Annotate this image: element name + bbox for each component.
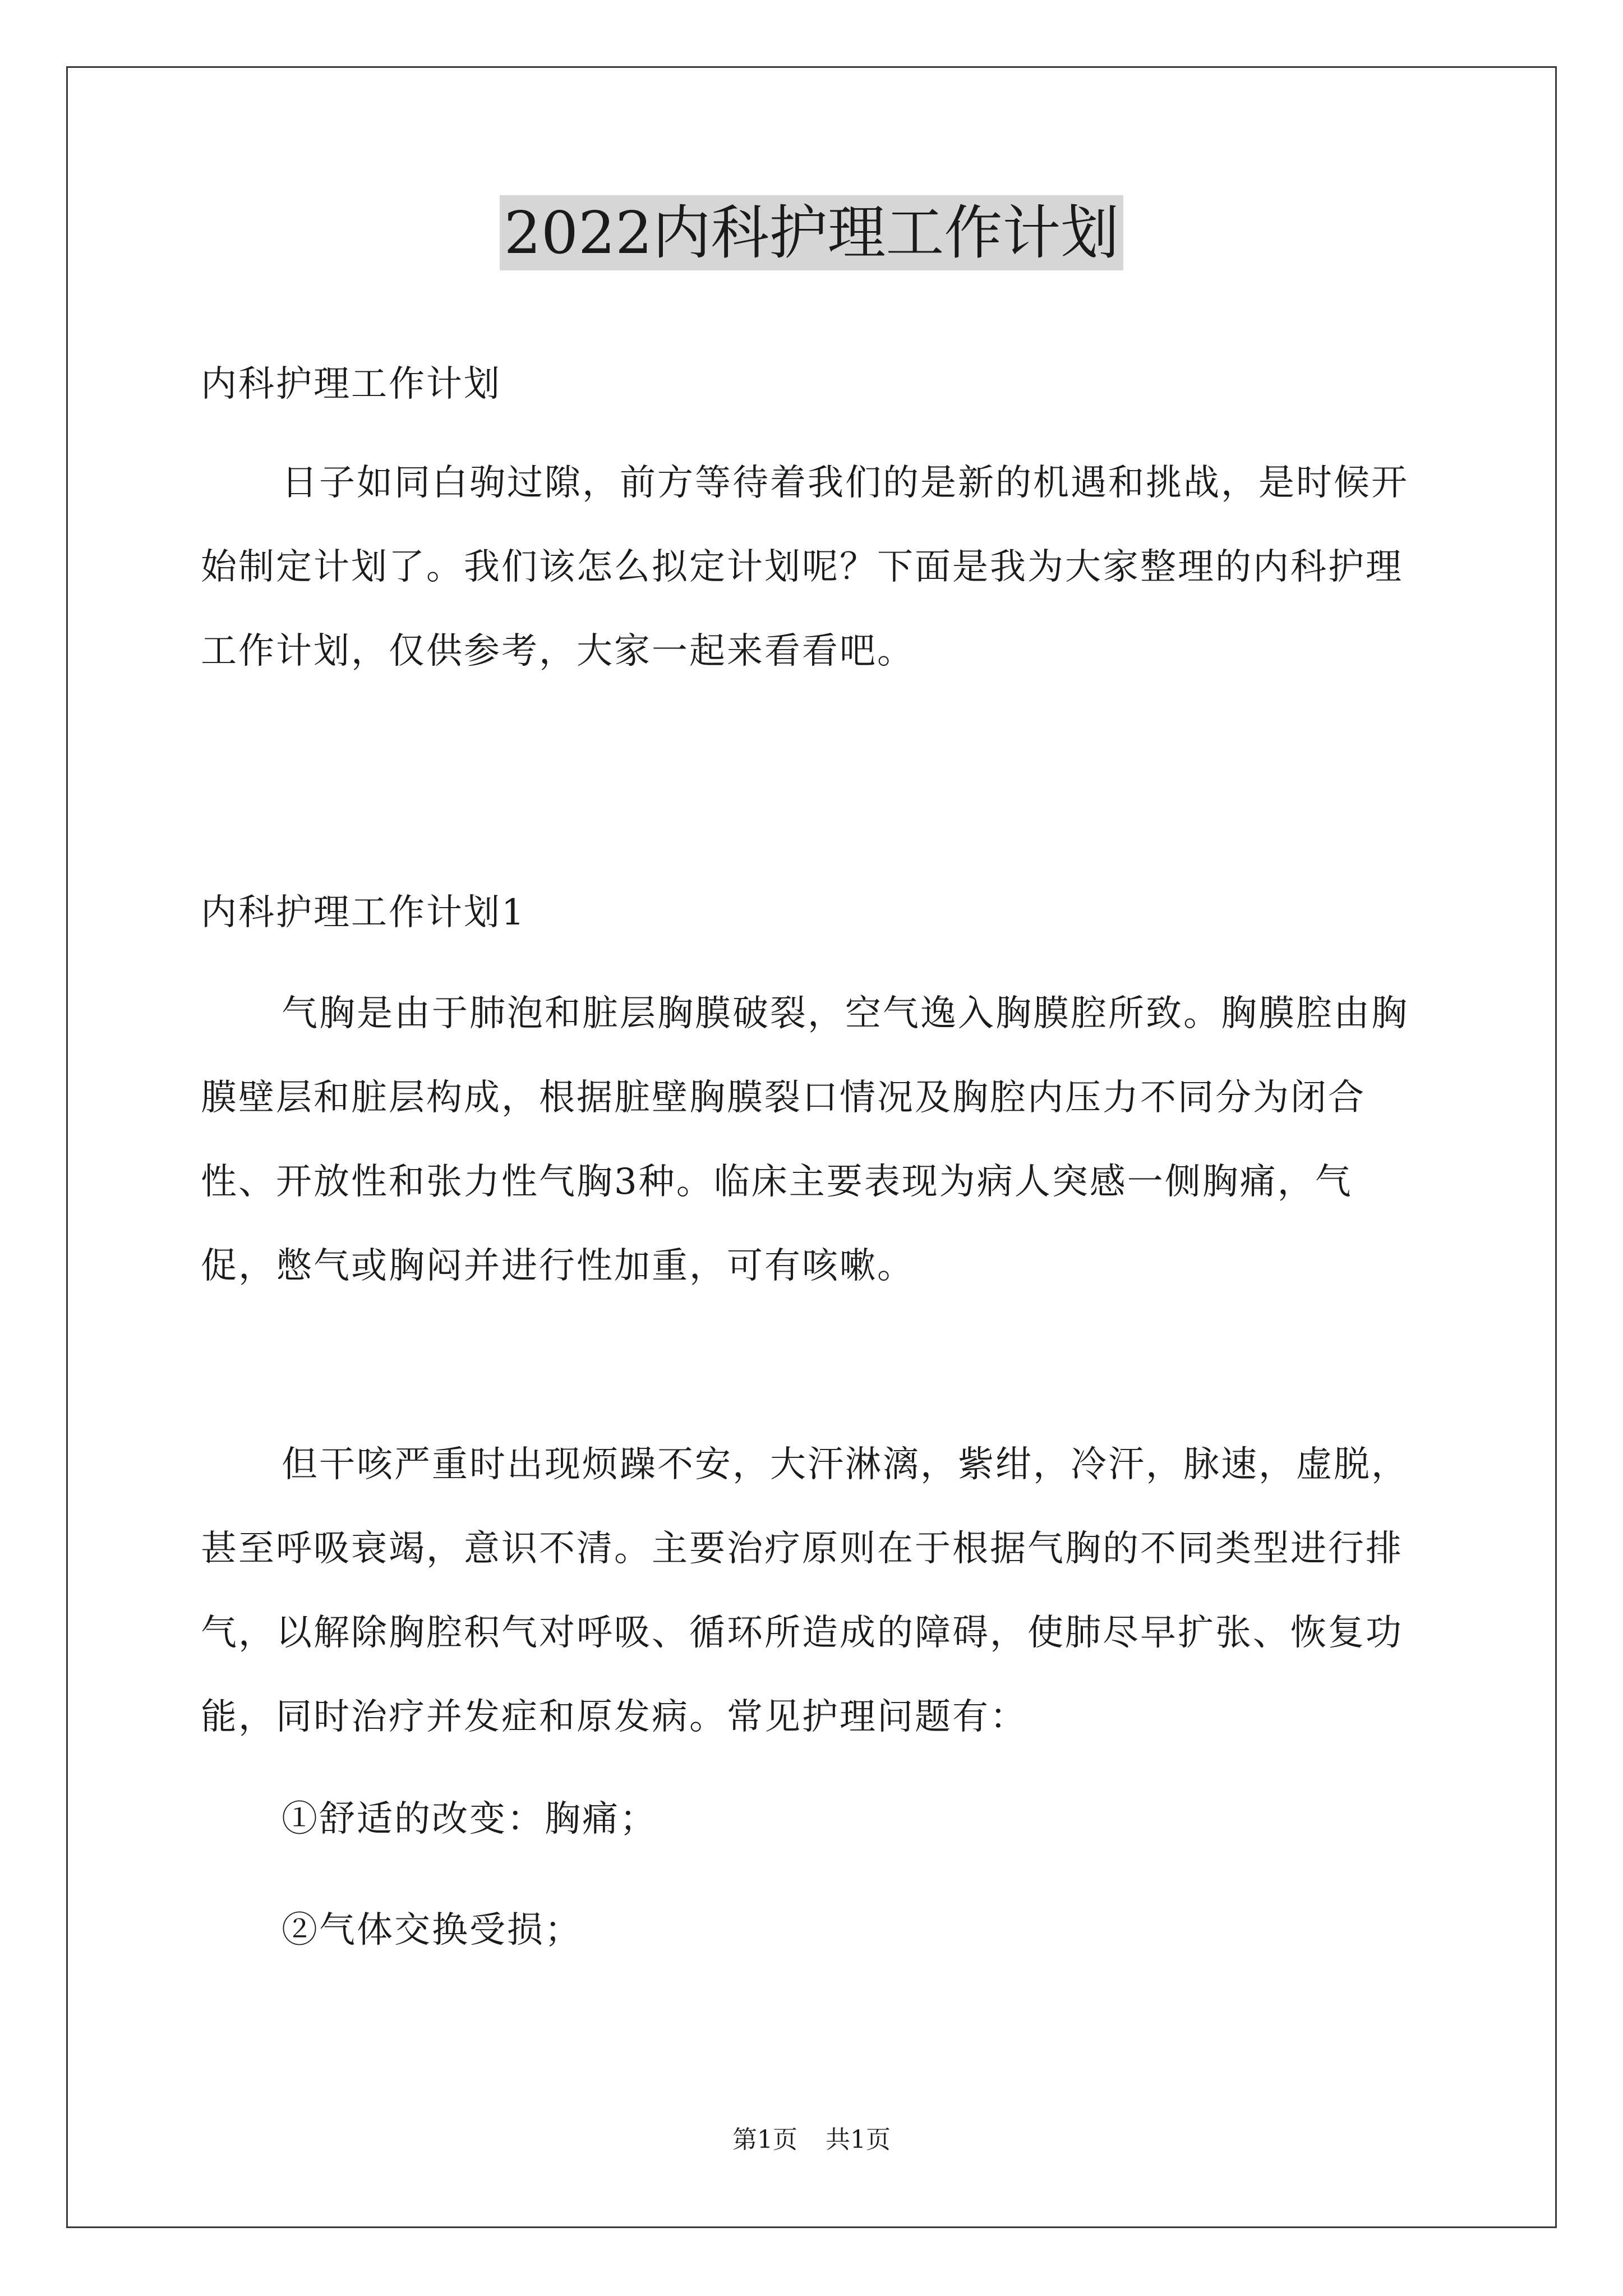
document-title-text: 2022内科护理工作计划 xyxy=(500,195,1124,270)
page-number: 第1页 xyxy=(732,2125,797,2154)
section-heading-1: 内科护理工作计划1 xyxy=(201,892,526,933)
paragraph-2: 但干咳严重时出现烦躁不安，大汗淋漓，紫绀，冷汗，脉速，虚脱，甚至呼吸衰竭，意识不清。主要治疗原则在于根据气胸的不同类型进行排气，以解除胸腔积气对呼吸、循环所造成的障碍，使肺尽早扩张、恢复功能，同时治疗并发症和原发病。常见护理问题有： xyxy=(201,1444,1409,1738)
paragraph-1: 气胸是由于肺泡和脏层胸膜破裂，空气逸入胸膜腔所致。胸膜腔由胸膜壁层和脏层构成，根据脏壁胸膜裂口情况及胸腔内压力不同分为闭合性、开放性和张力性气胸3种。临床主要表现为病人突感一侧胸痛，气促，憋气或胸闷并进行性加重，可有咳嗽。 xyxy=(201,993,1409,1287)
page-total: 共1页 xyxy=(826,2125,891,2154)
list-item-1: ①舒适的改变：胸痛； xyxy=(282,1798,657,1840)
document-subtitle: 内科护理工作计划 xyxy=(201,364,501,405)
list-item-2: ②气体交换受损； xyxy=(282,1910,582,1951)
intro-paragraph: 日子如同白驹过隙，前方等待着我们的是新的机遇和挑战，是时候开始制定计划了。我们该怎么拟定计划呢？下面是我为大家整理的内科护理工作计划，仅供参考，大家一起来看看吧。 xyxy=(201,462,1409,672)
page-footer xyxy=(0,2123,1623,2157)
document-title xyxy=(0,191,1623,275)
